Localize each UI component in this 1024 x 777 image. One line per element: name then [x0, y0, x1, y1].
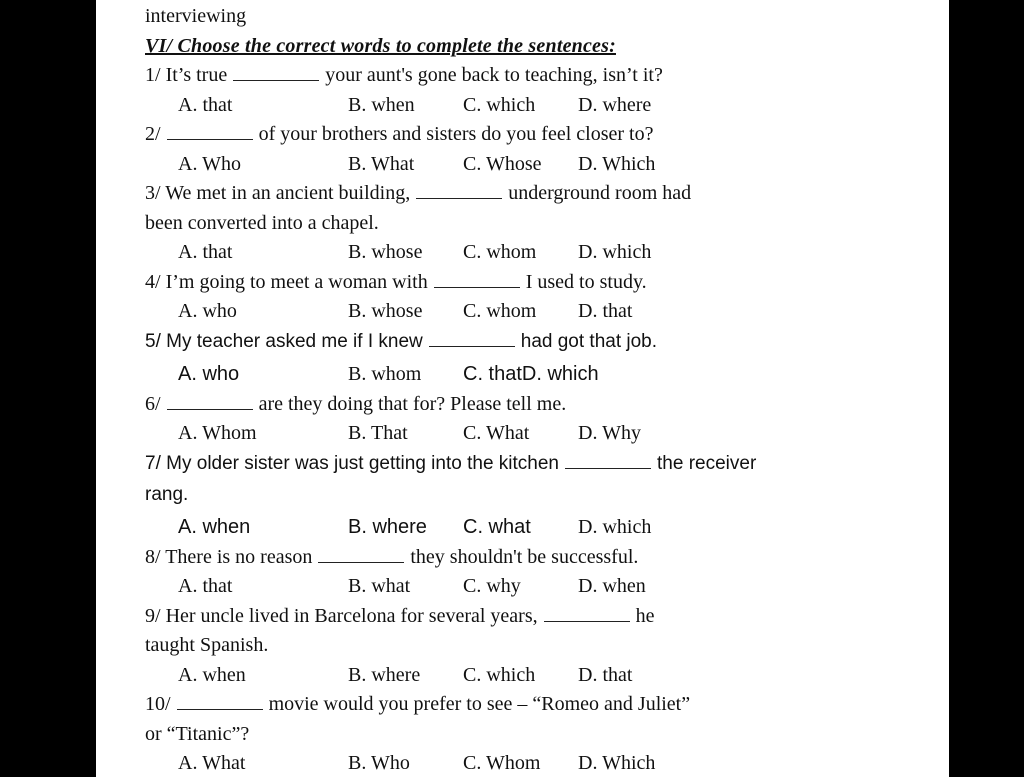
option-c-d: C. thatD. which: [463, 363, 599, 385]
question-7-stem: [145, 452, 756, 476]
option-d: D. Which: [578, 752, 656, 774]
option-d: D. when: [578, 575, 646, 597]
option-b: B. when: [348, 94, 415, 116]
question-1-stem: [145, 63, 663, 87]
question-text-after: movie would you prefer to see – “Romeo and Juliet”: [268, 693, 691, 715]
option-a: A. that: [178, 94, 233, 116]
option-b: B. where: [348, 664, 421, 686]
option-b: B. whose: [348, 300, 423, 322]
top-word: interviewing: [145, 5, 247, 27]
question-text-before: I’m going to meet a woman with: [165, 271, 428, 293]
question-5-stem: [145, 330, 657, 354]
option-d: D. which: [578, 241, 652, 263]
answer-blank: [416, 186, 502, 199]
question-text-after: they shouldn't be successful.: [410, 546, 639, 568]
question-number: 7/: [145, 453, 161, 474]
option-a: A. when: [178, 516, 251, 538]
question-7-continuation: rang.: [145, 484, 189, 505]
option-c: C. Whose: [463, 153, 542, 175]
question-text-before: We met in an ancient building,: [165, 182, 411, 204]
question-text-after: had got that job.: [520, 331, 658, 352]
question-text-before: It’s true: [165, 64, 228, 86]
worksheet-page: [96, 0, 949, 777]
question-text-after: the receiver: [657, 453, 757, 474]
question-6-stem: [145, 392, 566, 416]
option-c: C. what: [463, 516, 531, 538]
answer-blank: [544, 609, 630, 622]
question-number: 10/: [145, 693, 171, 715]
option-c: C. whom: [463, 241, 537, 263]
question-text-before: There is no reason: [165, 546, 313, 568]
question-10-continuation: or “Titanic”?: [145, 723, 250, 745]
answer-blank: [565, 456, 651, 469]
option-b: B. whose: [348, 241, 423, 263]
option-c: C. whom: [463, 300, 537, 322]
question-text-after: I used to study.: [525, 271, 647, 293]
question-text-before: My teacher asked me if I knew: [166, 331, 423, 352]
option-a: A. who: [178, 363, 240, 385]
option-a: A. that: [178, 241, 233, 263]
question-3-continuation: been converted into a chapel.: [145, 212, 379, 234]
question-number: 6/: [145, 393, 161, 415]
option-c: C. why: [463, 575, 521, 597]
answer-blank: [429, 334, 515, 347]
option-d: D. Why: [578, 422, 641, 444]
question-8-stem: [145, 545, 638, 569]
option-d: D. where: [578, 94, 652, 116]
option-b: B. Who: [348, 752, 410, 774]
question-3-stem: [145, 181, 691, 205]
question-text-before: Her uncle lived in Barcelona for several years,: [165, 605, 538, 627]
question-9-stem: [145, 604, 655, 628]
question-number: 2/: [145, 123, 161, 145]
answer-blank: [167, 127, 253, 140]
question-number: 8/: [145, 546, 161, 568]
question-text-after: he: [635, 605, 655, 627]
question-number: 3/: [145, 182, 161, 204]
answer-blank: [233, 68, 319, 81]
question-9-continuation: taught Spanish.: [145, 634, 269, 656]
option-a: A. when: [178, 664, 246, 686]
question-number: 1/: [145, 64, 161, 86]
option-b: B. whom: [348, 363, 422, 385]
option-c: C. which: [463, 94, 536, 116]
option-a: A. Whom: [178, 422, 257, 444]
option-a: A. Who: [178, 153, 241, 175]
option-d: D. which: [578, 516, 652, 538]
question-text-after: are they doing that for? Please tell me.: [258, 393, 567, 415]
question-10-stem: [145, 692, 690, 716]
question-text-after: underground room had: [508, 182, 692, 204]
question-4-stem: [145, 270, 647, 294]
question-number: 5/: [145, 331, 161, 352]
option-b: B. what: [348, 575, 411, 597]
option-b: B. That: [348, 422, 408, 444]
option-d: D. Which: [578, 153, 656, 175]
answer-blank: [177, 697, 263, 710]
answer-blank: [318, 550, 404, 563]
option-c: C. What: [463, 422, 530, 444]
option-a: A. who: [178, 300, 237, 322]
question-2-stem: [145, 122, 653, 146]
section-heading: VI/ Choose the correct words to complete the sentences:: [145, 35, 616, 57]
question-text-after: of your brothers and sisters do you feel closer to?: [258, 123, 654, 145]
question-text-after: your aunt's gone back to teaching, isn’t it?: [325, 64, 663, 86]
option-c: C. which: [463, 664, 536, 686]
option-b: B. where: [348, 516, 427, 538]
answer-blank: [434, 275, 520, 288]
option-c: C. Whom: [463, 752, 541, 774]
option-d: D. that: [578, 664, 633, 686]
option-d: D. that: [578, 300, 633, 322]
option-a: A. that: [178, 575, 233, 597]
option-a: A. What: [178, 752, 246, 774]
question-text-before: My older sister was just getting into the kitchen: [166, 453, 559, 474]
answer-blank: [167, 397, 253, 410]
question-number: 9/: [145, 605, 161, 627]
option-b: B. What: [348, 153, 415, 175]
question-number: 4/: [145, 271, 161, 293]
